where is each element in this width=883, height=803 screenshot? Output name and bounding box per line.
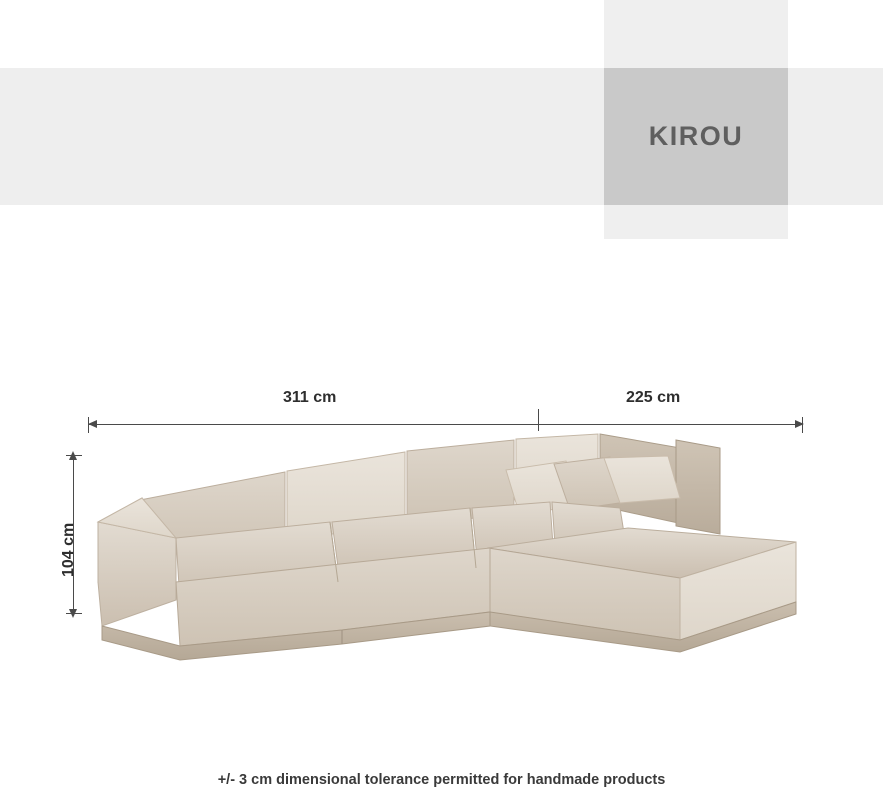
right-arm-back <box>676 440 720 534</box>
tolerance-note: +/- 3 cm dimensional tolerance permitted for handmade products <box>217 772 666 788</box>
arrow-left-width-left <box>88 420 97 428</box>
dimension-line-width-left <box>88 424 538 425</box>
dimension-label-height-back: 104 cm <box>60 522 77 577</box>
dimension-line-width-right <box>538 424 802 425</box>
product-illustration <box>80 430 820 680</box>
brand-name: KIROU <box>648 121 744 151</box>
tick-center <box>538 409 539 431</box>
dimension-label-width-right: 225 cm <box>626 389 681 406</box>
dimension-label-width-left: 311 cm <box>283 389 337 406</box>
sofa-svg <box>80 430 820 680</box>
left-arm-front <box>98 522 176 626</box>
